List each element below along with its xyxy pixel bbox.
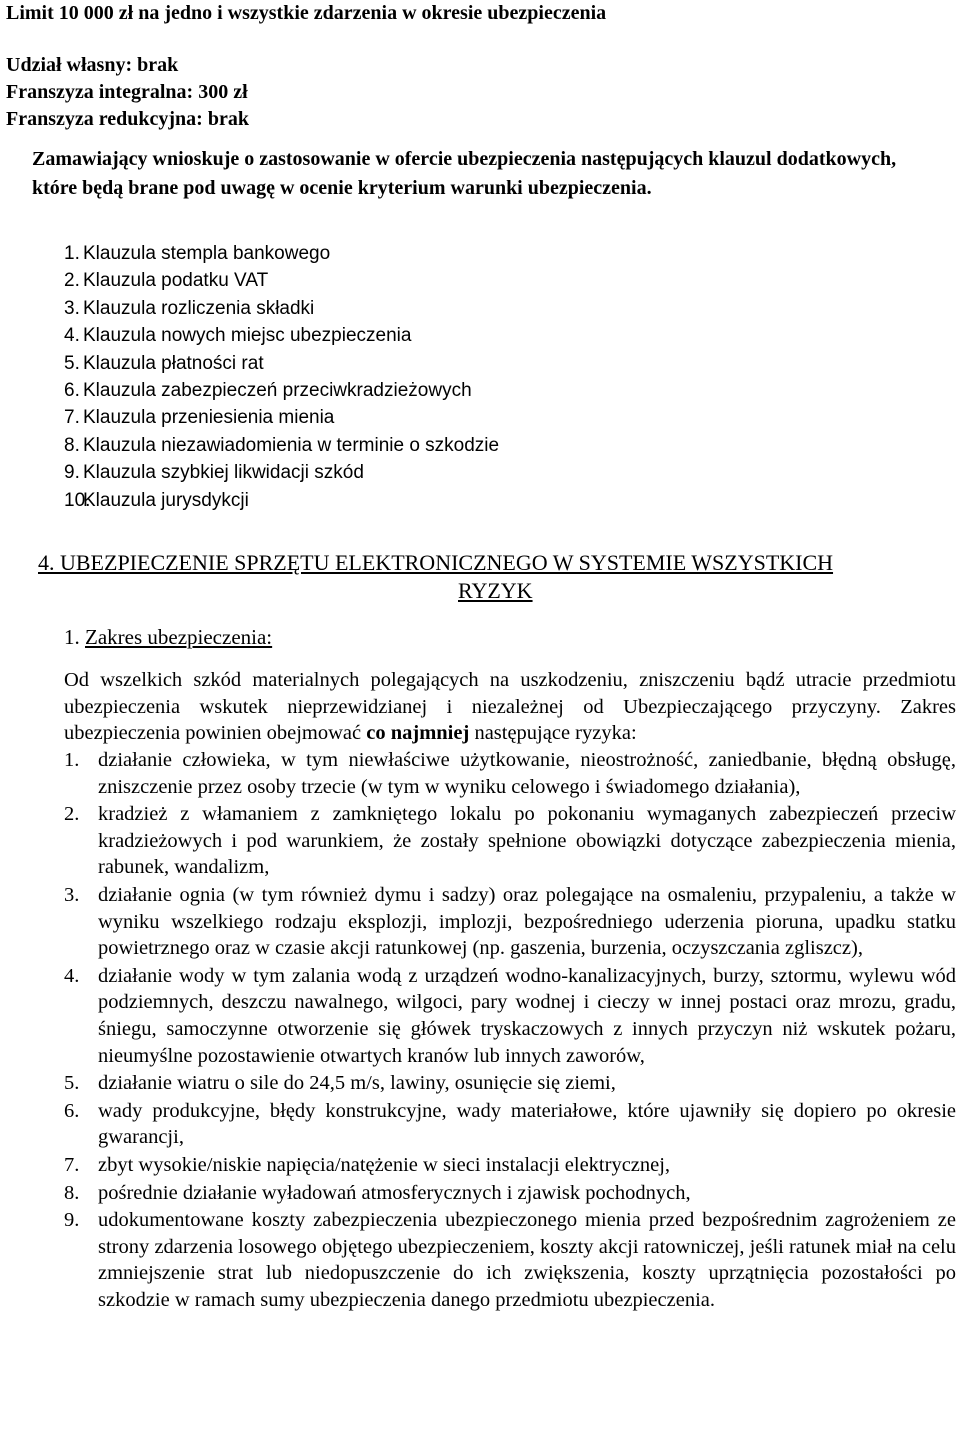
deductibles-block [6, 52, 249, 133]
list-item: 6. Klauzula zabezpieczeń przeciwkradzieżowych [64, 380, 472, 402]
list-item: 8. pośrednie działanie wyładowań atmosferycznych i zjawisk pochodnych, [64, 1181, 691, 1204]
franszyza-redukcyjna: Franszyza redukcyjna: brak [6, 108, 249, 130]
udzial-wlasny: Udział własny: brak [6, 54, 179, 76]
intro-text: Od wszelkich szkód materialnych polegających na uszkodzeniu, zniszczeniu bądź utracie przedmiotu ubezpieczenia wskutek nieprzewidzianej i niezależnej od Ubezpieczającego przyczyny. Zakres ubezpieczenia powinien obejmować [64, 669, 956, 745]
zakres-number: 1. [64, 625, 80, 649]
clauses-list [64, 240, 499, 514]
list-item: 2. kradzież z włamaniem z zamkniętego lokalu po pokonaniu wymaganych zabezpieczeń przeciw kradzieżowych i pod warunkiem, że zostały spełnione obowiązki dotyczące zabezpieczenia mienia, rabunek, wandalizm, [64, 803, 956, 879]
list-item: 3. Klauzula rozliczenia składki [64, 297, 315, 319]
intro-paragraph [64, 667, 956, 747]
list-item: 1. działanie człowieka, w tym niewłaściwe użytkowanie, nieostrożność, zaniedbanie, błędną obsługę, zniszczenie przez osoby trzecie (w tym w wyniku celowego i świadomego działania), [64, 749, 956, 798]
intro-bold: co najmniej [366, 722, 470, 745]
list-item: 8. Klauzula niezawiadomienia w terminie o szkodzie [64, 434, 500, 456]
list-item: 5. działanie wiatru o sile do 24,5 m/s, lawiny, osunięcie się ziemi, [64, 1072, 616, 1095]
section-heading-line2: RYZYK [458, 578, 533, 603]
franszyza-integralna: Franszyza integralna: 300 zł [6, 81, 248, 103]
zakres-label: Zakres ubezpieczenia: [85, 625, 273, 649]
intro-tail: następujące ryzyka: [474, 722, 637, 745]
list-item: 1. Klauzula stempla bankowego [64, 243, 331, 264]
list-item: 9. Klauzula szybkiej likwidacji szkód [64, 462, 364, 484]
zakres-heading [64, 623, 272, 651]
zamawiajacy-paragraph: Zamawiający wnioskuje o zastosowanie w ofercie ubezpieczenia następujących klauzul dodatkowych, które będą brane pod uwagę w ocenie kryterium warunki ubezpieczenia. [32, 148, 897, 199]
list-item: 9. udokumentowane koszty zabezpieczenia ubezpieczonego mienia przed bezpośrednim zagrożeniem ze strony zdarzenia losowego objętego ubezpieczeniem, koszty akcji ratowniczej, jeśli ratunek miał na celu zmniejszenie strat lub niedopuszczenie do ich zwiększenia, koszty uprzątnięcia pozostałości po szkodzie w ramach sumy ubezpieczenia danego przedmiotu ubezpieczenia. [64, 1209, 956, 1311]
list-item: 4. działanie wody w tym zalania wodą z urządzeń wodno-kanalizacyjnych, burzy, sztormu, wylewu wód podziemnych, deszczu nawalnego, wilgoci, pary wodnej i cieczy w innej postaci oraz mrozu, gradu, śniegu, samoczynne otworzenie się główek tryskaczowych z innych przyczyn niż wskutek pożaru, nieumyślne pozostawienie otwartych kranów lub innych zaworów, [64, 964, 956, 1067]
list-item: 2. Klauzula podatku VAT [64, 270, 269, 292]
list-item: 7. Klauzula przeniesienia mienia [64, 407, 335, 429]
list-item: 3. działanie ognia (w tym również dymu i sadzy) oraz polegające na osmaleniu, przypaleniu, a także w wyniku wszelkiego rodzaju eksplozji, implozji, bezpośredniego uderzenia pioruna, upadku statku powietrznego oraz w czasie akcji ratunkowej (np. gaszenia, burzenia, oczyszczania zgliszcz), [64, 883, 956, 960]
risks-list [64, 747, 956, 1313]
section-heading [0, 549, 960, 605]
list-item: 4. Klauzula nowych miejsc ubezpieczenia [64, 325, 412, 347]
section-heading-line1: 4. UBEZPIECZENIE SPRZĘTU ELEKTRONICZNEGO W SYSTEMIE WSZYSTKICH [38, 550, 834, 575]
limit-line: Limit 10 000 zł na jedno i wszystkie zdarzenia w okresie ubezpieczenia [6, 2, 607, 24]
list-item: 7. zbyt wysokie/niskie napięcia/natężenie w sieci instalacji elektrycznej, [64, 1153, 671, 1176]
list-item: 10.Klauzula jurysdykcji [64, 489, 249, 511]
list-item: 5. Klauzula płatności rat [64, 352, 264, 374]
list-item: 6. wady produkcyjne, błędy konstrukcyjne, wady materiałowe, które ujawniły się dopiero po okresie gwarancji, [64, 1099, 956, 1149]
